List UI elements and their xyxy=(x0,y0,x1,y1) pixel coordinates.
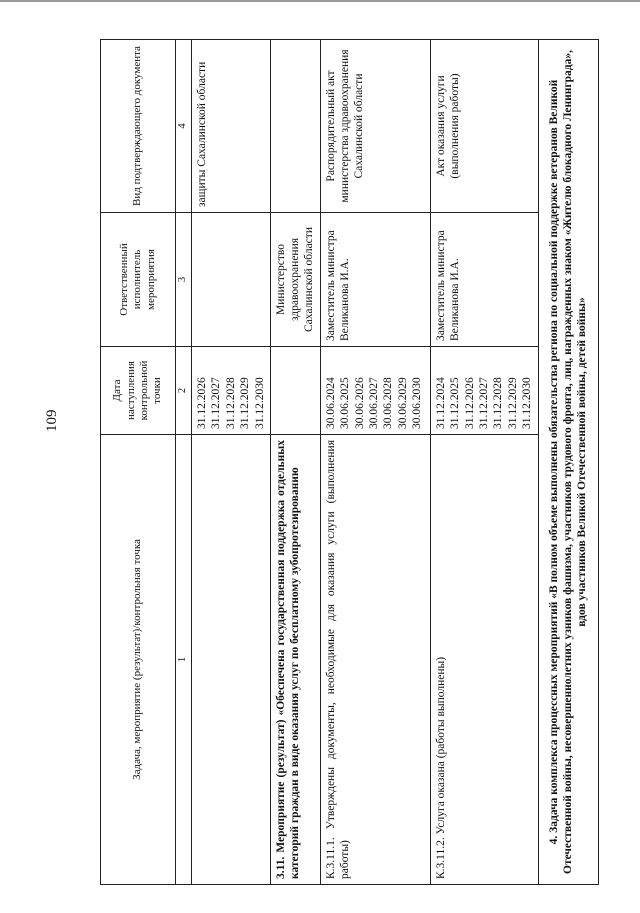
date-item: 31.12.2030 xyxy=(521,377,534,429)
continued-dates xyxy=(192,347,271,435)
date-item: 30.06.2024 xyxy=(324,377,337,429)
index-3: 3 xyxy=(176,213,192,347)
measure-3-11-document-cell xyxy=(270,40,320,213)
column-index-row xyxy=(176,40,192,885)
continued-executor-cell xyxy=(192,213,271,347)
k-3-11-1-title: К.3.11.1. Утверждены документы, необходимые для оказания услуги (выполнения работы) xyxy=(320,435,430,885)
header-executor: Ответственный исполнитель мероприятия xyxy=(101,213,176,347)
k-3-11-1-executor: Заместитель министра Великанова И.А. xyxy=(320,213,430,347)
k-3-11-1-document: Распорядительный акт министерства здравоохранения Сахалинской области xyxy=(320,40,430,213)
measure-3-11-title: 3.11. Мероприятие (результат) «Обеспечена государственная поддержка отдельных категорий граждан в виде оказания услуг по бесплатному зубопротезированию xyxy=(270,435,320,885)
date-item: 31.12.2026 xyxy=(463,377,476,429)
continued-document: защиты Сахалинской области xyxy=(192,40,271,213)
date-item: 31.12.2028 xyxy=(492,377,505,429)
header-document: Вид подтверждающего документа xyxy=(101,40,176,213)
date-item: 31.12.2029 xyxy=(239,377,252,429)
date-item: 31.12.2029 xyxy=(506,377,519,429)
date-item: 30.06.2029 xyxy=(396,377,409,429)
k-3-11-1-dates xyxy=(320,347,430,435)
date-item: 30.06.2026 xyxy=(353,377,366,429)
index-1: 1 xyxy=(176,435,192,885)
table-row-k-3-11-1 xyxy=(320,40,430,885)
table-header-row xyxy=(101,40,176,885)
table-row-task-4 xyxy=(538,40,598,885)
measure-3-11-date-cell xyxy=(270,347,320,435)
date-item: 30.06.2025 xyxy=(339,377,352,429)
k-3-11-2-title: К.3.11.2. Услуга оказана (работы выполнены) xyxy=(430,435,538,885)
k-3-11-2-executor: Заместитель министра Великанова И.А. xyxy=(430,213,538,347)
date-item: 30.06.2028 xyxy=(382,377,395,429)
control-points-table xyxy=(100,39,599,885)
date-item: 31.12.2027 xyxy=(210,377,223,429)
header-date: Дата наступления контрольной точки xyxy=(101,347,176,435)
k-3-11-2-dates xyxy=(430,347,538,435)
date-item: 30.06.2027 xyxy=(368,377,380,429)
table-row-measure-3-11 xyxy=(270,40,320,885)
scan-edge-line xyxy=(0,0,640,2)
date-item: 31.12.2026 xyxy=(196,377,208,429)
date-item: 31.12.2030 xyxy=(253,377,266,429)
date-item: 31.12.2028 xyxy=(224,377,237,429)
measure-3-11-executor: Министерство здравоохранения Сахалинской области xyxy=(270,213,320,347)
date-item: 31.12.2025 xyxy=(449,377,462,429)
landscape-page xyxy=(100,40,588,885)
index-2: 2 xyxy=(176,347,192,435)
index-4: 4 xyxy=(176,40,192,213)
date-item: 31.12.2027 xyxy=(478,377,490,429)
continued-task-cell xyxy=(192,435,271,885)
date-item: 31.12.2024 xyxy=(434,377,447,429)
table-row-continued xyxy=(192,40,271,885)
table-row-k-3-11-2 xyxy=(430,40,538,885)
k-3-11-2-document: Акт оказания услуги (выполнения работы) xyxy=(430,40,538,213)
header-task: Задача, мероприятие (результат)/контрольная точка xyxy=(101,435,176,885)
task-4-heading: 4. Задача комплекса процессных мероприятий «В полном объеме выполнены обязательства региона по социальной поддержке ветеранов Великой Отечественной войны, несовершеннолетних узников фашизма, участников трудового фронта, лиц, награжденных знаком «Жителю блокадного Ленинграда», вдов участников Великой Отечественной войны, детей войны» xyxy=(538,40,598,885)
date-item: 30.06.2030 xyxy=(411,377,424,429)
page-number: 109 xyxy=(44,409,60,432)
